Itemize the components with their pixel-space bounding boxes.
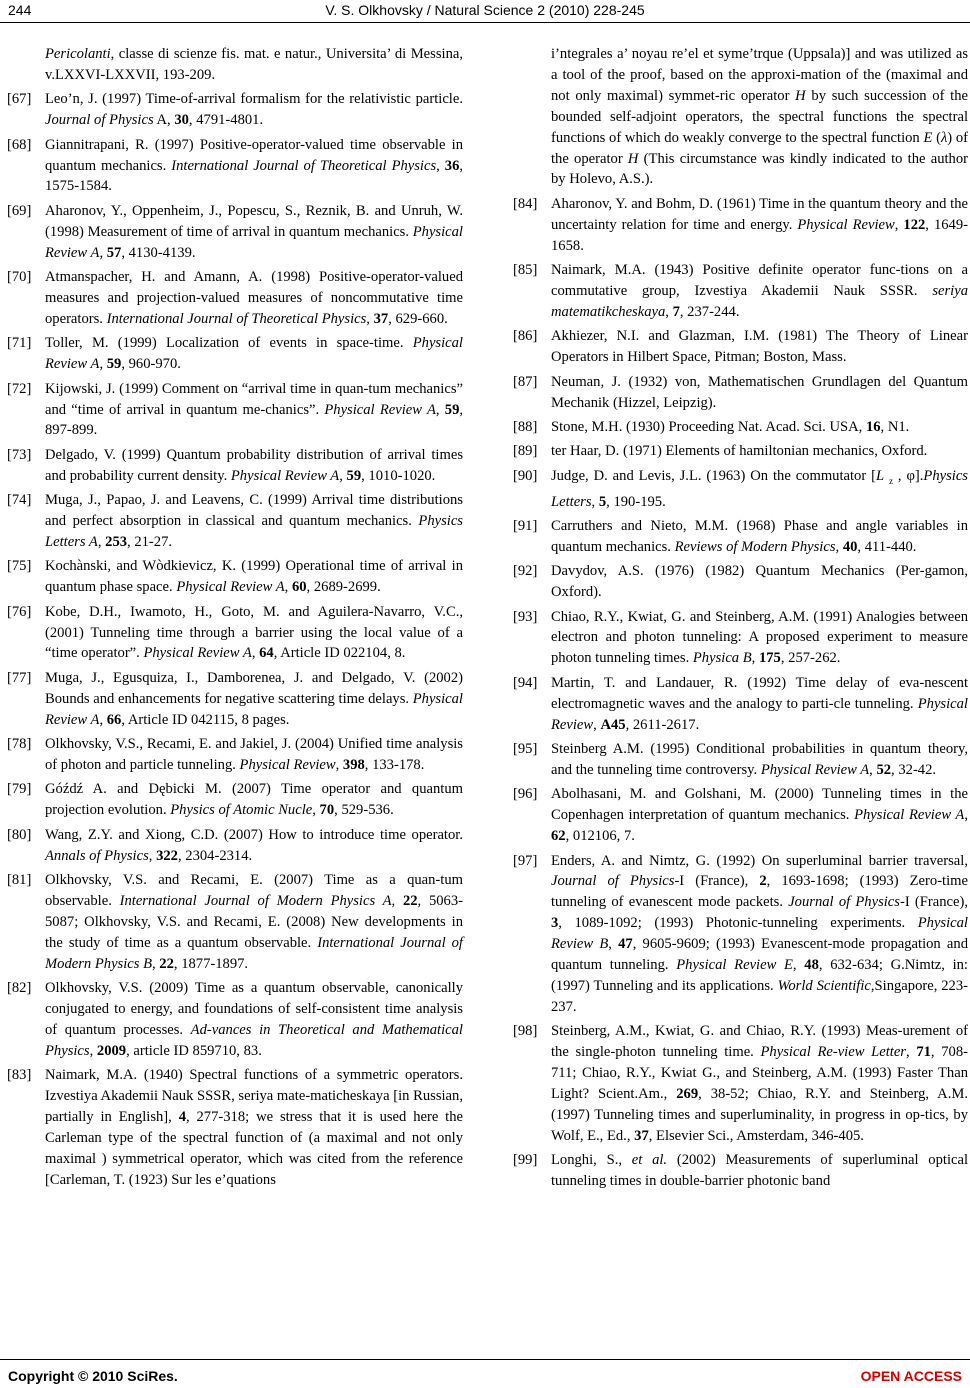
reference-text: Aharonov, Y., Oppenheim, J., Popescu, S., Reznik, B. and Unruh, W. (1998) Measurement of time of arrival in quantum mechanics. Physical Review A, 57, 4130-4139. — [45, 202, 463, 261]
reference-text: Olkhovsky, V.S., Recami, E. and Jakiel, J. (2004) Unified time analysis of photon and particle tunneling. Physical Review, 398, 133-178. — [45, 736, 463, 773]
reference-entry — [7, 1065, 463, 1190]
reference-number: [86] — [513, 328, 538, 345]
reference-entry — [7, 825, 463, 867]
reference-entry — [513, 739, 968, 781]
reference-entry — [513, 1021, 968, 1146]
reference-number: [90] — [513, 467, 538, 484]
reference-number: [89] — [513, 443, 538, 460]
reference-text: Carruthers and Nieto, M.M. (1968) Phase and angle variables in quantum mechanics. Reviews of Modern Physics, 40, 411-440. — [551, 517, 968, 555]
reference-entry — [7, 267, 463, 330]
reference-text: Giannitrapani, R. (1997) Positive-operator-valued time observable in quantum mechanics. International Journal of Theoretical Physics, 36, 1575-1584. — [45, 136, 464, 195]
reference-number: [87] — [513, 373, 538, 390]
reference-text: Stone, M.H. (1930) Proceeding Nat. Acad. Sci. USA, 16, N1. — [551, 418, 910, 435]
reference-number: [85] — [513, 262, 538, 279]
running-title: V. S. Olkhovsky / Natural Science 2 (2010) 228-245 — [325, 2, 645, 18]
reference-text: Kochànski, and Wòdkievicz, K. (1999) Operational time of arrival in quantum phase space. Physical Review A, 60, 2689-2699. — [45, 558, 463, 596]
reference-entry — [513, 673, 968, 736]
reference-entry — [513, 441, 968, 462]
reference-text: i’ntegrales a’ noyau re’el et syme’trque (Uppsala)] and was utilized as a tool of the proof, based on the approxi-mation of the (maximal and not only maximal) symmet-ric operator H by such succession of the bounded self-adjoint operators, the spectral functions the spectral functions of which do weakly converge to the spectral function E (λ) of the operator H (This circumstance was kindly indicated to the author by Holevo, A.S.). — [551, 46, 968, 188]
reference-text: Muga, J., Papao, J. and Leavens, C. (1999) Arrival time distributions and perfect absorption in classical and quantum mechanics. Physics Letters A, 253, 21-27. — [45, 492, 463, 550]
reference-text: Pericolanti, classe di scienze fis. mat. e natur., Universita’ di Messina, v.LXXVI-LXXVII, 193-209. — [45, 46, 463, 83]
reference-text: Steinberg, A.M., Kwiat, G. and Chiao, R.Y. (1993) Meas-urement of the single-photon tunneling time. Physical Re-view Letter, 71, 708-711; Chiao, R.Y., Kwiat G., and Steinberg, A.M. (1993) Faster Than Light? Scient.Am., 269, 38-52; Chiao, R.Y. and Steinberg, A.M. (1997) Tunneling times and superluminality, in progress in op-tics, by Wolf, E., Ed., 37, Elsevier Sci., Amsterdam, 346-405. — [551, 1023, 968, 1144]
reference-entry — [513, 194, 968, 257]
reference-text: Toller, M. (1999) Localization of events in space-time. Physical Review A, 59, 960-970. — [45, 335, 463, 373]
reference-entry — [513, 784, 968, 847]
reference-number: [67] — [7, 91, 32, 108]
reference-entry — [513, 516, 968, 558]
reference-entry — [7, 333, 463, 375]
reference-entry — [513, 607, 968, 670]
reference-text: ter Haar, D. (1971) Elements of hamiltonian mechanics, Oxford. — [551, 443, 928, 460]
reference-text: Abolhasani, M. and Golshani, M. (2000) Tunneling times in the Copenhagen interpretation of quantum mechanics. Physical Review A, 62, 012106, 7. — [551, 786, 968, 845]
reference-number: [69] — [7, 202, 32, 219]
reference-entry — [7, 978, 463, 1062]
reference-number: [68] — [7, 136, 32, 153]
reference-number: [72] — [7, 380, 32, 397]
reference-entry — [7, 135, 463, 198]
reference-text: Chiao, R.Y., Kwiat, G. and Steinberg, A.M. (1991) Analogies between electron and photon tunneling: A proposed experiment to measure photon tunneling times. Physica B, 175, 257-262. — [551, 608, 968, 667]
reference-number: [76] — [7, 603, 32, 620]
reference-entry — [7, 89, 463, 131]
reference-number: [94] — [513, 674, 538, 691]
reference-number: [88] — [513, 418, 538, 435]
reference-entry — [513, 44, 968, 190]
reference-number: [73] — [7, 446, 32, 463]
reference-number: [83] — [7, 1067, 32, 1084]
reference-entry — [513, 1150, 968, 1192]
reference-text: Atmanspacher, H. and Amann, A. (1998) Positive-operator-valued measures and projection-valued measures of noncommutative time operators. International Journal of Theoretical Physics, 37, 629-660. — [45, 269, 463, 327]
reference-text: Kijowski, J. (1999) Comment on “arrival time in quan-tum mechanics” and “time of arrival in quantum me-chanics”. Physical Review A, 59, 897-899. — [45, 380, 464, 439]
page-header — [0, 0, 970, 24]
open-access-label: OPEN ACCESS — [860, 1368, 962, 1384]
reference-number: [92] — [513, 563, 538, 580]
reference-entry — [7, 490, 463, 553]
reference-text: Olkhovsky, V.S. and Recami, E. (2007) Time as a quan-tum observable. International Journal of Modern Physics A, 22, 5063-5087; Olkhovsky, V.S. and Recami, E. (2008) New developments in the study of time as a quantum observable. International Journal of Modern Physics B, 22, 1877-1897. — [45, 872, 463, 972]
reference-text: Wang, Z.Y. and Xiong, C.D. (2007) How to introduce time operator. Annals of Physics, 322, 2304-2314. — [45, 826, 463, 864]
reference-number: [93] — [513, 608, 538, 625]
reference-number: [70] — [7, 269, 32, 286]
reference-text: Longhi, S., et al. (2002) Measurements of superluminal optical tunneling times in double-barrier photonic band — [551, 1152, 969, 1190]
reference-text: Delgado, V. (1999) Quantum probability distribution of arrival times and probability current density. Physical Review A, 59, 1010-1020. — [45, 446, 463, 484]
reference-number: [82] — [7, 980, 32, 997]
page-number: 244 — [8, 2, 32, 18]
reference-text: Judge, D. and Levis, J.L. (1963) On the commutator [L $_z$ , φ].Physics Letters, 5, 190-195. — [551, 467, 968, 510]
reference-entry — [7, 668, 463, 731]
reference-number: [97] — [513, 852, 538, 869]
reference-entry — [513, 417, 968, 438]
reference-number: [84] — [513, 195, 538, 212]
reference-entry — [7, 201, 463, 264]
reference-entry — [7, 734, 463, 776]
reference-number: [77] — [7, 669, 32, 686]
right-column — [513, 44, 968, 1196]
reference-number: [95] — [513, 741, 538, 757]
reference-text: Leo’n, J. (1997) Time-of-arrival formalism for the relativistic particle. Journal of Physics A, 30, 4791-4801. — [45, 91, 463, 129]
reference-number: [99] — [513, 1152, 538, 1169]
reference-number: [71] — [7, 335, 32, 352]
reference-entry — [7, 779, 463, 821]
reference-text: Olkhovsky, V.S. (2009) Time as a quantum observable, canonically conjugated to energy, and foundations of self-consistent time analysis of quantum processes. Ad-vances in Theoretical and Mathematical Physics, 2009, article ID 859710, 83. — [45, 980, 463, 1059]
reference-entry — [7, 445, 463, 487]
reference-entry — [513, 466, 968, 513]
reference-entry — [7, 379, 463, 442]
reference-text: Naimark, M.A. (1940) Spectral functions of a symmetric operators. Izvestiya Akademii Nauk SSSR, seriya mate-maticheskaya [in Russian, partially in English], 4, 277-318; we stress that it is used here the Carleman type of the spectral function of (a maximal and not only maximal ) symmetrical operator, which was cited from the reference [Carleman, T. (1923) Sur les e’quations — [45, 1067, 463, 1188]
reference-text: Naimark, M.A. (1943) Positive definite operator func-tions on a commutative group, Izvestiya Akademii Nauk SSSR. seriya matematikcheskaya, 7, 237-244. — [551, 262, 968, 320]
reference-text: Martin, T. and Landauer, R. (1992) Time delay of eva-nescent electromagnetic waves and the analogy to parti-cle tunneling. Physical Review, A45, 2611-2617. — [551, 674, 968, 733]
reference-number: [91] — [513, 517, 538, 534]
reference-number: [98] — [513, 1023, 538, 1040]
reference-entry — [513, 372, 968, 414]
reference-entry — [7, 556, 463, 598]
header-rule — [0, 22, 970, 23]
reference-entry — [513, 260, 968, 323]
reference-entry — [513, 851, 968, 1018]
reference-number: [74] — [7, 492, 32, 509]
footer-rule — [0, 1359, 970, 1360]
reference-text: Kobe, D.H., Iwamoto, H., Goto, M. and Aguilera-Navarro, V.C., (2001) Tunneling time through a barrier using the local value of a “time operator”. Physical Review A, 64, Article ID 022104, 8. — [45, 603, 463, 662]
reference-text: Aharonov, Y. and Bohm, D. (1961) Time in the quantum theory and the uncertainty relation for time and energy. Physical Review, 122, 1649-1658. — [551, 195, 968, 254]
reference-entry — [513, 326, 968, 368]
reference-text: Neuman, J. (1932) von, Mathematischen Grundlagen del Quantum Mechanik (Hizzel, Leipzig). — [551, 373, 968, 411]
reference-text: Góźdź A. and Dębicki M. (2007) Time operator and quantum projection evolution. Physics of Atomic Nucle, 70, 529-536. — [45, 781, 463, 819]
reference-text: Enders, A. and Nimtz, G. (1992) On superluminal barrier traversal, Journal of Physics-I (France), 2, 1693-1698; (1993) Zero-time tunneling of evanescent mode packets. Journal of Physics-I (France), 3, 1089-1092; (1993) Photonic-tunneling experiments. Physical Review B, 47, 9605-9609; (1993) Evanescent-mode propagation and quantum tunneling. Physical Review E, 48, 632-634; G.Nimtz, in: (1997) Tunneling and its applications. World Scientific,Singapore, 223-237. — [551, 852, 968, 1015]
reference-text: Davydov, A.S. (1976) (1982) Quantum Mechanics (Per-gamon, Oxford). — [551, 563, 968, 601]
reference-entry — [513, 561, 968, 603]
reference-number: [96] — [513, 786, 538, 803]
reference-entry — [7, 602, 463, 665]
left-column — [7, 44, 463, 1194]
reference-text: Steinberg A.M. (1995) Conditional probabilities in quantum theory, and the tunneling time controversy. Physical Review A, 52, 32-42. — [551, 741, 968, 778]
reference-text: Muga, J., Egusquiza, I., Damborenea, J. and Delgado, V. (2002) Bounds and enhancements for negative scattering time delays. Physical Review A, 66, Article ID 042115, 8 pages. — [45, 669, 463, 728]
reference-number: [79] — [7, 781, 32, 798]
reference-entry — [7, 44, 463, 86]
reference-text: Akhiezer, N.I. and Glazman, I.M. (1981) The Theory of Linear Operators in Hilbert Space, Pitman; Boston, Mass. — [551, 328, 968, 366]
reference-entry — [7, 870, 463, 975]
reference-number: [78] — [7, 736, 32, 753]
reference-number: [80] — [7, 826, 32, 843]
reference-number: [75] — [7, 558, 32, 575]
reference-number: [81] — [7, 872, 32, 889]
copyright-notice: Copyright © 2010 SciRes. — [8, 1368, 178, 1384]
